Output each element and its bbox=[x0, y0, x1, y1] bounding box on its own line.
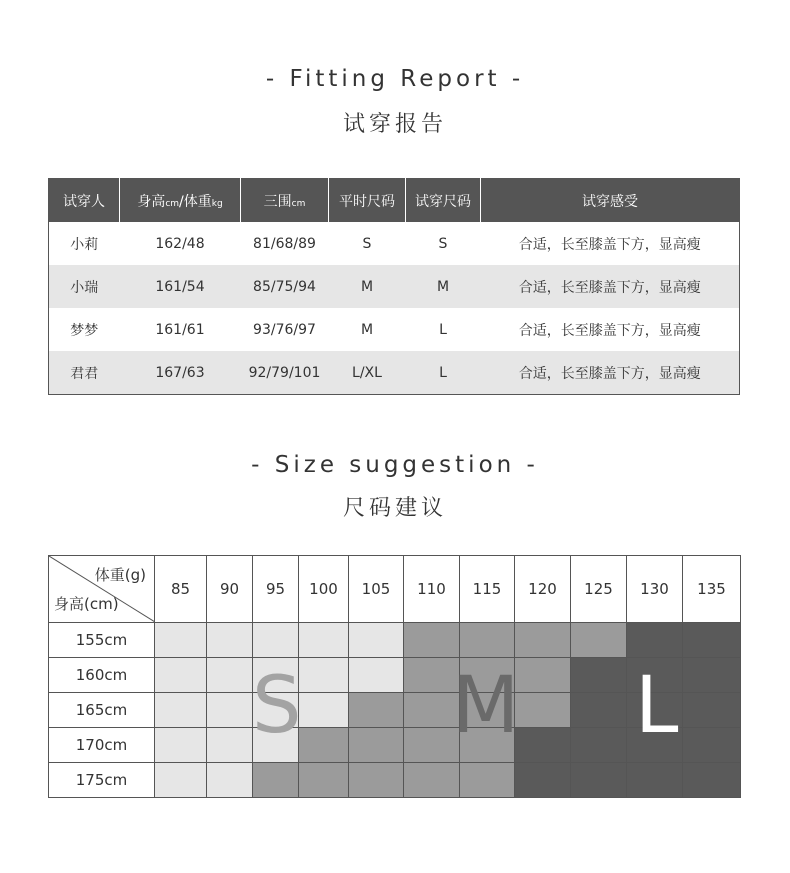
size-cell-l bbox=[515, 763, 571, 798]
size-cell-s bbox=[349, 623, 404, 658]
size-cell-l bbox=[683, 623, 741, 658]
cell-name: 梦梦 bbox=[49, 308, 120, 351]
size-cell-s bbox=[155, 693, 207, 728]
cell-tried: L bbox=[406, 308, 481, 351]
cell-measure: 92/79/101 bbox=[241, 351, 329, 395]
size-cell-m bbox=[299, 728, 349, 763]
weight-header: 105 bbox=[349, 556, 404, 623]
size-cell-s bbox=[253, 623, 299, 658]
size-cell-s bbox=[155, 658, 207, 693]
header-person: 试穿人 bbox=[49, 179, 120, 223]
size-cell-l bbox=[683, 693, 741, 728]
cell-measure: 93/76/97 bbox=[241, 308, 329, 351]
cell-usual: M bbox=[329, 265, 406, 308]
weight-header-row bbox=[49, 556, 741, 623]
fitting-title-en: - Fitting Report - bbox=[265, 66, 525, 92]
size-cell-m bbox=[253, 763, 299, 798]
cell-hw: 162/48 bbox=[120, 222, 241, 265]
header-feel: 试穿感受 bbox=[481, 179, 740, 223]
weight-header: 135 bbox=[683, 556, 741, 623]
size-cell-l bbox=[683, 763, 741, 798]
size-cell-l bbox=[571, 763, 627, 798]
size-cell-s bbox=[155, 728, 207, 763]
size-cell-m bbox=[404, 623, 460, 658]
size-cell-m bbox=[571, 623, 627, 658]
size-cell-m bbox=[349, 763, 404, 798]
size-cell-l bbox=[683, 658, 741, 693]
size-cell-l bbox=[571, 658, 627, 693]
cell-feel: 合适，长至膝盖下方，显高瘦 bbox=[481, 308, 740, 351]
height-header: 160cm bbox=[49, 658, 155, 693]
size-suggestion-grid bbox=[48, 555, 740, 805]
size-cell-s bbox=[299, 658, 349, 693]
height-header: 165cm bbox=[49, 693, 155, 728]
cell-feel: 合适，长至膝盖下方，显高瘦 bbox=[481, 351, 740, 395]
size-cell-m bbox=[349, 728, 404, 763]
cell-tried: L bbox=[406, 351, 481, 395]
size-label-l: L bbox=[635, 661, 679, 751]
cell-usual: S bbox=[329, 222, 406, 265]
cell-tried: S bbox=[406, 222, 481, 265]
weight-header: 130 bbox=[627, 556, 683, 623]
cell-measure: 81/68/89 bbox=[241, 222, 329, 265]
table-row bbox=[49, 351, 740, 395]
weight-header: 125 bbox=[571, 556, 627, 623]
height-row bbox=[49, 623, 741, 658]
cell-name: 君君 bbox=[49, 351, 120, 395]
header-height-weight: 身高cm/体重kg bbox=[120, 179, 241, 223]
weight-header: 110 bbox=[404, 556, 460, 623]
header-tried-size: 试穿尺码 bbox=[406, 179, 481, 223]
size-cell-s bbox=[155, 623, 207, 658]
size-cell-s bbox=[299, 693, 349, 728]
size-cell-l bbox=[627, 763, 683, 798]
size-cell-m bbox=[460, 763, 515, 798]
size-cell-s bbox=[207, 693, 253, 728]
cell-hw: 167/63 bbox=[120, 351, 241, 395]
table-header-row bbox=[49, 179, 740, 223]
size-title-en: - Size suggestion - bbox=[251, 452, 539, 478]
height-header: 155cm bbox=[49, 623, 155, 658]
size-cell-m bbox=[515, 658, 571, 693]
header-measurements: 三围cm bbox=[241, 179, 329, 223]
size-cell-l bbox=[571, 693, 627, 728]
size-cell-s bbox=[155, 763, 207, 798]
cell-tried: M bbox=[406, 265, 481, 308]
height-header: 170cm bbox=[49, 728, 155, 763]
cell-feel: 合适，长至膝盖下方，显高瘦 bbox=[481, 222, 740, 265]
cell-usual: L/XL bbox=[329, 351, 406, 395]
size-cell-l bbox=[515, 728, 571, 763]
cell-usual: M bbox=[329, 308, 406, 351]
size-cell-s bbox=[299, 623, 349, 658]
header-usual-size: 平时尺码 bbox=[329, 179, 406, 223]
weight-header: 95 bbox=[253, 556, 299, 623]
size-cell-s bbox=[349, 658, 404, 693]
height-row bbox=[49, 763, 741, 798]
size-cell-l bbox=[627, 623, 683, 658]
size-label-m: M bbox=[452, 661, 520, 751]
weight-header: 120 bbox=[515, 556, 571, 623]
size-cell-m bbox=[404, 763, 460, 798]
size-cell-l bbox=[683, 728, 741, 763]
weight-header: 85 bbox=[155, 556, 207, 623]
cell-name: 小瑞 bbox=[49, 265, 120, 308]
cell-hw: 161/54 bbox=[120, 265, 241, 308]
size-label-s: S bbox=[252, 661, 302, 751]
table-row bbox=[49, 222, 740, 265]
size-title-zh: 尺码建议 bbox=[342, 496, 447, 521]
size-cell-l bbox=[571, 728, 627, 763]
cell-measure: 85/75/94 bbox=[241, 265, 329, 308]
size-cell-s bbox=[207, 623, 253, 658]
table-row bbox=[49, 265, 740, 308]
size-cell-m bbox=[460, 623, 515, 658]
weight-axis-label: 体重(g) bbox=[94, 566, 146, 584]
fitting-title-zh: 试穿报告 bbox=[342, 112, 447, 137]
size-cell-m bbox=[299, 763, 349, 798]
size-cell-m bbox=[349, 693, 404, 728]
cell-hw: 161/61 bbox=[120, 308, 241, 351]
size-cell-m bbox=[515, 623, 571, 658]
table-row bbox=[49, 308, 740, 351]
height-axis-label: 身高(cm) bbox=[54, 595, 119, 613]
size-cell-s bbox=[207, 658, 253, 693]
size-cell-s bbox=[207, 728, 253, 763]
weight-header: 100 bbox=[299, 556, 349, 623]
weight-header: 90 bbox=[207, 556, 253, 623]
size-cell-m bbox=[515, 693, 571, 728]
weight-header: 115 bbox=[460, 556, 515, 623]
fitting-report-table bbox=[48, 178, 740, 395]
cell-name: 小莉 bbox=[49, 222, 120, 265]
height-header: 175cm bbox=[49, 763, 155, 798]
size-cell-s bbox=[207, 763, 253, 798]
cell-feel: 合适，长至膝盖下方，显高瘦 bbox=[481, 265, 740, 308]
corner-cell bbox=[49, 556, 155, 623]
